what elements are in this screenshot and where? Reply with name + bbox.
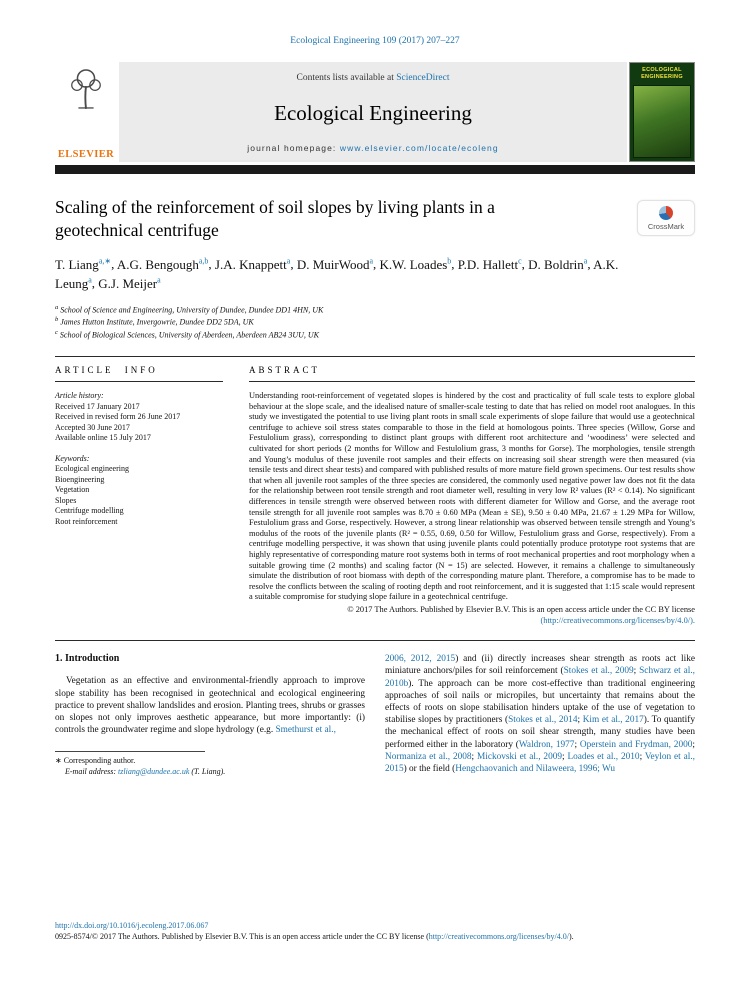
text-segment: ). To quantify the mechanical effect of roots on soil shear strength, many studies have been performed either in the laboratory ( (385, 715, 695, 750)
text-segment: ; (633, 666, 640, 677)
citation-link[interactable]: Stokes et al., 2014 (508, 715, 578, 726)
list-line: Vegetation (55, 485, 90, 495)
author-name: A.G. Bengough$^{a,b}$ (116, 256, 209, 272)
list-line: Ecological engineering (55, 464, 129, 474)
author-affiliation-sup[interactable]: a (157, 275, 161, 285)
author-affiliation-sup[interactable]: a,b (198, 256, 209, 266)
journal-citation-link[interactable]: Ecological Engineering 109 (2017) 207–227 (290, 36, 460, 46)
author-affiliation-sup[interactable]: a (369, 256, 374, 266)
introduction-section (55, 653, 695, 777)
journal-homepage-line (247, 143, 498, 153)
elsevier-tree-icon (67, 66, 105, 110)
article-title: Scaling of the reinforcement of soil slopes by living plants in a geotechnical centrifuge (55, 197, 495, 241)
text-segment: Vegetation as an effective and environmental-friendly approach to improve slope stability has been recognised in geotechnical and ecological engineering practice to prevent shallow landslides and erosion. Planting trees, shrubs or grasses on slopes not only improves aesthetic appearance, but more importantly: (i) controls the groundwater regime and slope hydrology (e.g. (55, 676, 365, 736)
abstract-column (249, 357, 695, 626)
author-name: A.K. Leung$^a$ (55, 256, 619, 291)
masthead-center (119, 62, 627, 162)
elsevier-wordmark: ELSEVIER (57, 149, 115, 160)
keyword-lines (55, 464, 223, 527)
citation-link[interactable]: Smethurst et al., (275, 725, 336, 736)
list-line: Available online 15 July 2017 (55, 433, 151, 443)
section-heading: 1. Introduction (55, 653, 120, 665)
list-line: Root reinforcement (55, 516, 118, 526)
journal-masthead (55, 62, 695, 162)
citation-link[interactable]: Loades et al., 2010 (567, 751, 640, 762)
issn-copyright-line (55, 931, 695, 942)
author-name: D. Boldrin$^a$ (528, 256, 588, 272)
article-info-header: ARTICLE INFO (55, 357, 223, 382)
citation-link[interactable]: Kim et al., 2017 (582, 715, 644, 726)
author-line: T. Liang$^{a,∗}$, A.G. Bengough$^{a,b}$, J.A. Knappett$^a$, D. MuirWood$^a$, K.W. Loades$^b$, P.D. Hallett$^c$, D. Boldrin$^a$, A.K. Leung$^a$, G.J. Meijer$^a$ (55, 256, 619, 291)
license-line (249, 605, 695, 626)
affiliation: $^b$ James Hutton Institute, Invergowrie, Dundee DD2 5DA, UK (55, 316, 254, 328)
article-history-lines (55, 402, 223, 444)
license-text: © 2017 The Authors. Published by Elsevier B.V. This is an open access article under the CC BY license (347, 604, 695, 614)
crossmark-icon (659, 206, 673, 220)
journal-cover-art (633, 85, 691, 158)
citation-link[interactable]: Stokes et al., 2009 (563, 666, 634, 677)
list-line: Slopes (55, 495, 77, 505)
page-footer (55, 920, 695, 1000)
author-name: P.D. Hallett$^c$ (457, 256, 522, 272)
journal-cover-thumbnail[interactable] (629, 62, 695, 162)
text-segment: ; (577, 715, 583, 726)
footnote-divider (55, 751, 205, 752)
license-link[interactable]: (http://creativecommons.org/licenses/by/4.0/). (540, 615, 695, 625)
citation-link[interactable]: Hengchaovanich and Nilaweera, 1996; Wu (455, 763, 616, 774)
text-segment: ; (574, 739, 580, 750)
citation-link[interactable]: Waldron, 1977 (518, 739, 575, 750)
list-line: Received 17 January 2017 (55, 401, 140, 411)
text-segment: 0925-8574/© 2017 The Authors. Published by Elsevier B.V. This is an open access article under the CC BY license ( (55, 932, 429, 941)
list-line: Centrifuge modelling (55, 506, 124, 516)
author-name: T. Liang$^{a,∗}$ (55, 256, 112, 272)
author-affiliation-sup[interactable]: b (447, 256, 452, 266)
email-line (55, 767, 365, 778)
email-link[interactable]: tzliang@dundee.ac.uk (118, 766, 190, 776)
text-segment: ). The approach can be more cost-effective than traditional engineering approaches of soil nails or micropiles, but uncertainty that remains about the effects of roots on slope stabilisation hinders uptake of the use of vegetation to stabilise slopes by practitioners ( (385, 678, 695, 726)
citation-link[interactable]: Mickovski et al., 2009 (477, 751, 563, 762)
citation-link[interactable]: Schwarz et al., 2010b (385, 666, 695, 689)
list-line: Accepted 30 June 2017 (55, 422, 130, 432)
citation-link[interactable]: http://creativecommons.org/licenses/by/4.0/ (428, 932, 570, 941)
author-affiliation-sup[interactable]: a (88, 275, 92, 285)
journal-title: Ecological Engineering (274, 100, 472, 125)
citation-link[interactable]: 2006, 2012, 2015 (385, 654, 456, 665)
crossmark-label: CrossMark (647, 221, 685, 231)
author-affiliation-sup[interactable]: c (518, 256, 522, 266)
crossmark-badge[interactable] (637, 200, 695, 236)
affiliation: $^c$ School of Biological Sciences, University of Aberdeen, Aberdeen AB24 3UU, UK (55, 329, 320, 340)
author-affiliation-sup[interactable]: a (286, 256, 291, 266)
author-name: K.W. Loades$^b$ (379, 256, 452, 272)
email-label: E-mail address: (65, 766, 119, 776)
text-segment: ; (562, 751, 568, 762)
abstract-text: Understanding root-reinforcement of vegetated slopes is hindered by the cost and practicality of full scale tests to explore global behaviour at the slope scale, and the idealised nature of smaller-scale testing to date that has relied on model root analogues. In this study we investigated the potential to use living plant roots in small scale experiments of slope failure that would use a geotechnical centrifuge to achieve soil stress states comparable to those in the field at homologous points. Three species (Willow, Gorse and Festulolium grass), corresponding to distinct plant groups with different root architecture and ‘woodiness’ were selected and cultivated for short periods (2 months for Willow and Festulolium grass, 3 months for Gorse). The morphologies, tensile strength and Young’s modulus of these juvenile root samples and their effects on increasing soil shear strength were then measured (via tensile tests and direct shear tests) and compared with published results of more mature field grown specimens. Our test results show that when all juvenile root samples of the three species are considered, the commonly used negative power law does not fit the data for the relationship between root tensile strength and root diameter well, resulting in very low R² values (R² < 0.14). No significant differences in tensile strength were observed between roots with different diameter for Willow and Gorse, and the average root tensile strength for all juvenile root samples was 8.70 ± 0.60 MPa (Mean ± SE), 9.50 ± 0.40 MPa, 21.67 ± 1.29 MPa for Willow, Festulolium grass and Gorse, respectively. However, a strong linear relationship was observed between tensile strength and Young’s modulus of the roots of the juvenile plants (R² = 0.55, 0.69, 0.50 for Willow, Festulolium grass and Gorse, respectively). From a centrifuge modelling perspective, it was shown that using juvenile plants could potentially produce prototype root systems that are highly representative of corresponding mature root systems both in terms of root mechanical properties and root morphology when a suitable growing time (2 months) and scaling factor (N = 15) are selected. However, it remains a challenge to simultaneously simulate the distribution of root biomass with depth of the corresponding mature plant. Therefore, a compromise has to be made to resolve the conflicts between the scaling of rooting depth and root reinforcement, and it is suggested that 1:15 scale would represent a suitable compromise for studying slope failure in a geotechnical centrifuge. (249, 391, 695, 602)
title-row (55, 196, 695, 242)
journal-homepage-link[interactable]: www.elsevier.com/locate/ecoleng (339, 143, 499, 153)
keywords-label: Keywords: (55, 453, 90, 463)
affiliation: $^a$ School of Science and Engineering, University of Dundee, Dundee DD1 4HN, UK (55, 303, 324, 315)
intro-paragraph-right (385, 653, 695, 775)
intro-column-left (55, 653, 365, 777)
list-line: Bioengineering (55, 474, 105, 484)
author-name: G.J. Meijer$^a$ (98, 275, 161, 291)
masthead-divider (55, 165, 695, 174)
info-abstract-block (55, 356, 695, 641)
sciencedirect-link[interactable]: ScienceDirect (396, 73, 450, 83)
author-affiliation-sup[interactable]: a,∗ (98, 256, 112, 266)
author-name: D. MuirWood$^a$ (296, 256, 374, 272)
text-segment: ; (639, 751, 645, 762)
citation-link[interactable]: Operstein and Frydman, 2000 (579, 739, 693, 750)
author-affiliation-sup[interactable]: a (583, 256, 588, 266)
intro-column-right (385, 653, 695, 777)
contents-line (296, 73, 449, 83)
text-segment: ; (471, 751, 477, 762)
doi-link[interactable]: http://dx.doi.org/10.1016/j.ecoleng.2017.06.067 (55, 921, 209, 930)
text-segment: ). (569, 932, 574, 941)
text-segment: ; (692, 739, 695, 750)
citation-link[interactable]: Veylon et al., 2015 (385, 751, 695, 774)
text-segment: ) or the field ( (403, 763, 456, 774)
article-history (55, 391, 223, 527)
abstract-header: ABSTRACT (249, 357, 695, 382)
author-name: J.A. Knappett$^a$ (214, 256, 291, 272)
list-line: Received in revised form 26 June 2017 (55, 412, 181, 422)
article-history-label: Article history: (55, 391, 104, 401)
corresponding-author-footnote (55, 751, 365, 777)
elsevier-logo[interactable] (55, 62, 117, 162)
citation-link[interactable]: Normaniza et al., 2008 (385, 751, 472, 762)
homepage-label: journal homepage: (247, 143, 337, 153)
email-suffix: (T. Liang). (189, 766, 226, 776)
affiliation-list (55, 303, 695, 342)
contents-text: Contents lists available at (296, 73, 394, 83)
text-segment: ) and (ii) directly increases shear strength as roots act like miniature anchors/piles for soil reinforcement ( (385, 654, 695, 677)
journal-cover-title: ECOLOGICAL ENGINEERING (641, 67, 683, 81)
intro-paragraph-left (55, 675, 365, 736)
article-info-column (55, 357, 223, 626)
corresponding-author-line: ∗ Corresponding author. (55, 756, 136, 766)
